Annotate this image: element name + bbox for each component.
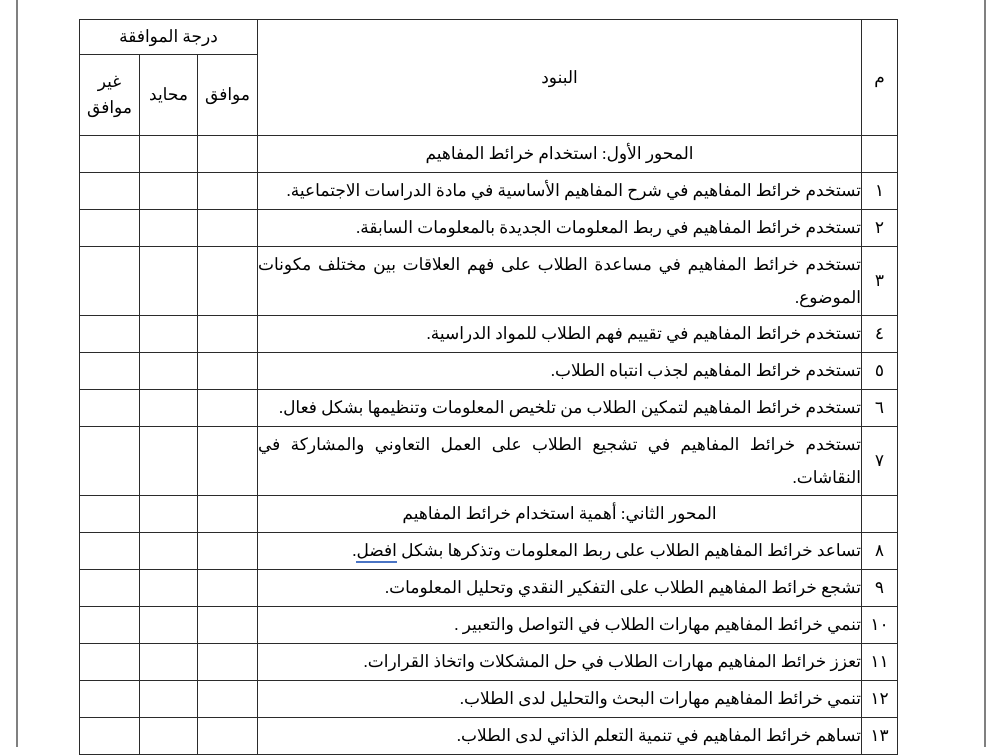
- questionnaire-table-container: [80, 19, 898, 755]
- table-header-row-top: [79, 20, 897, 55]
- response-cell-disagree[interactable]: [79, 607, 139, 644]
- row-item-text: تساهم خرائط المفاهيم في تنمية التعلم الذاتي لدى الطلاب.: [258, 718, 862, 755]
- response-cell-agree[interactable]: [198, 173, 258, 210]
- response-cell-disagree[interactable]: [79, 644, 139, 681]
- row-number: ٨: [862, 533, 898, 570]
- response-cell-disagree[interactable]: [79, 681, 139, 718]
- section-title: المحور الأول: استخدام خرائط المفاهيم: [258, 136, 862, 173]
- section-checkbox-cell-neutral: [140, 136, 198, 173]
- table-row: [79, 353, 897, 390]
- response-cell-neutral[interactable]: [140, 316, 198, 353]
- table-row: [79, 316, 897, 353]
- header-cell-option-disagree: غير موافق: [79, 55, 139, 136]
- page-margin-line-right: [984, 0, 986, 747]
- row-item-text: تشجع خرائط المفاهيم الطلاب على التفكير النقدي وتحليل المعلومات.: [258, 570, 862, 607]
- response-cell-disagree[interactable]: [79, 247, 139, 316]
- response-cell-neutral[interactable]: [140, 390, 198, 427]
- row-item-text: تعزز خرائط المفاهيم مهارات الطلاب في حل المشكلات واتخاذ القرارات.: [258, 644, 862, 681]
- response-cell-disagree[interactable]: [79, 390, 139, 427]
- section-checkbox-cell-neutral: [140, 496, 198, 533]
- section-checkbox-cell-disagree: [79, 496, 139, 533]
- response-cell-disagree[interactable]: [79, 718, 139, 755]
- response-cell-neutral[interactable]: [140, 533, 198, 570]
- row-number: ٥: [862, 353, 898, 390]
- section-number-cell: [862, 136, 898, 173]
- response-cell-disagree[interactable]: [79, 533, 139, 570]
- table-row: [79, 427, 897, 496]
- response-cell-disagree[interactable]: [79, 427, 139, 496]
- header-cell-items: البنود: [258, 20, 862, 136]
- row-item-text: تستخدم خرائط المفاهيم لتمكين الطلاب من تلخيص المعلومات وتنظيمها بشكل فعال.: [258, 390, 862, 427]
- table-header: [79, 20, 897, 136]
- section-number-cell: [862, 496, 898, 533]
- table-row: [79, 570, 897, 607]
- header-cell-option-agree: موافق: [198, 55, 258, 136]
- table-row: [79, 718, 897, 755]
- response-cell-agree[interactable]: [198, 247, 258, 316]
- response-cell-disagree[interactable]: [79, 316, 139, 353]
- response-cell-agree[interactable]: [198, 316, 258, 353]
- response-cell-agree[interactable]: [198, 390, 258, 427]
- header-cell-scale-group: درجة الموافقة: [79, 20, 257, 55]
- row-item-text: تنمي خرائط المفاهيم مهارات الطلاب في التواصل والتعبير .: [258, 607, 862, 644]
- response-cell-agree[interactable]: [198, 210, 258, 247]
- response-cell-neutral[interactable]: [140, 644, 198, 681]
- response-cell-neutral[interactable]: [140, 718, 198, 755]
- response-cell-disagree[interactable]: [79, 353, 139, 390]
- row-item-text: تستخدم خرائط المفاهيم في مساعدة الطلاب على فهم العلاقات بين مختلف مكونات الموضوع.: [258, 247, 862, 316]
- response-cell-agree[interactable]: [198, 681, 258, 718]
- table-row: [79, 173, 897, 210]
- section-header-row: [79, 496, 897, 533]
- response-cell-agree[interactable]: [198, 533, 258, 570]
- spellcheck-underline: افضل: [356, 541, 396, 563]
- section-checkbox-cell-agree: [198, 136, 258, 173]
- response-cell-agree[interactable]: [198, 644, 258, 681]
- response-cell-disagree[interactable]: [79, 210, 139, 247]
- row-number: ٦: [862, 390, 898, 427]
- header-cell-option-neutral: محايد: [140, 55, 198, 136]
- response-cell-neutral[interactable]: [140, 247, 198, 316]
- table-row: [79, 644, 897, 681]
- row-item-text: تستخدم خرائط المفاهيم في شرح المفاهيم الأساسية في مادة الدراسات الاجتماعية.: [258, 173, 862, 210]
- response-cell-neutral[interactable]: [140, 210, 198, 247]
- row-item-text: تستخدم خرائط المفاهيم لجذب انتباه الطلاب.: [258, 353, 862, 390]
- row-item-text: تستخدم خرائط المفاهيم في تقييم فهم الطلاب للمواد الدراسية.: [258, 316, 862, 353]
- row-item-text: تنمي خرائط المفاهيم مهارات البحث والتحليل لدى الطلاب.: [258, 681, 862, 718]
- row-number: ٢: [862, 210, 898, 247]
- row-item-text: تستخدم خرائط المفاهيم في تشجيع الطلاب على العمل التعاوني والمشاركة في النقاشات.: [258, 427, 862, 496]
- response-cell-agree[interactable]: [198, 607, 258, 644]
- section-title: المحور الثاني: أهمية استخدام خرائط المفاهيم: [258, 496, 862, 533]
- row-number: ٧: [862, 427, 898, 496]
- table-row: [79, 607, 897, 644]
- row-number: ٤: [862, 316, 898, 353]
- table-row: [79, 390, 897, 427]
- response-cell-neutral[interactable]: [140, 681, 198, 718]
- response-cell-neutral[interactable]: [140, 570, 198, 607]
- response-cell-neutral[interactable]: [140, 173, 198, 210]
- response-cell-agree[interactable]: [198, 570, 258, 607]
- section-checkbox-cell-disagree: [79, 136, 139, 173]
- table-row: [79, 210, 897, 247]
- row-item-text: تستخدم خرائط المفاهيم في ربط المعلومات الجديدة بالمعلومات السابقة.: [258, 210, 862, 247]
- response-cell-agree[interactable]: [198, 718, 258, 755]
- response-cell-disagree[interactable]: [79, 570, 139, 607]
- row-number: ٣: [862, 247, 898, 316]
- table-row: [79, 533, 897, 570]
- table-row: [79, 247, 897, 316]
- questionnaire-table: [79, 19, 898, 755]
- row-item-text: تساعد خرائط المفاهيم الطلاب على ربط المعلومات وتذكرها بشكل افضل.: [258, 533, 862, 570]
- response-cell-neutral[interactable]: [140, 353, 198, 390]
- section-checkbox-cell-agree: [198, 496, 258, 533]
- row-number: ١٠: [862, 607, 898, 644]
- row-number: ١٣: [862, 718, 898, 755]
- table-row: [79, 681, 897, 718]
- response-cell-agree[interactable]: [198, 353, 258, 390]
- row-number: ١٢: [862, 681, 898, 718]
- response-cell-disagree[interactable]: [79, 173, 139, 210]
- table-body: [79, 136, 897, 755]
- response-cell-agree[interactable]: [198, 427, 258, 496]
- header-cell-number: م: [862, 20, 898, 136]
- row-number: ١١: [862, 644, 898, 681]
- row-number: ٩: [862, 570, 898, 607]
- response-cell-neutral[interactable]: [140, 607, 198, 644]
- response-cell-neutral[interactable]: [140, 427, 198, 496]
- row-number: ١: [862, 173, 898, 210]
- page-margin-line-left: [16, 0, 18, 747]
- section-header-row: [79, 136, 897, 173]
